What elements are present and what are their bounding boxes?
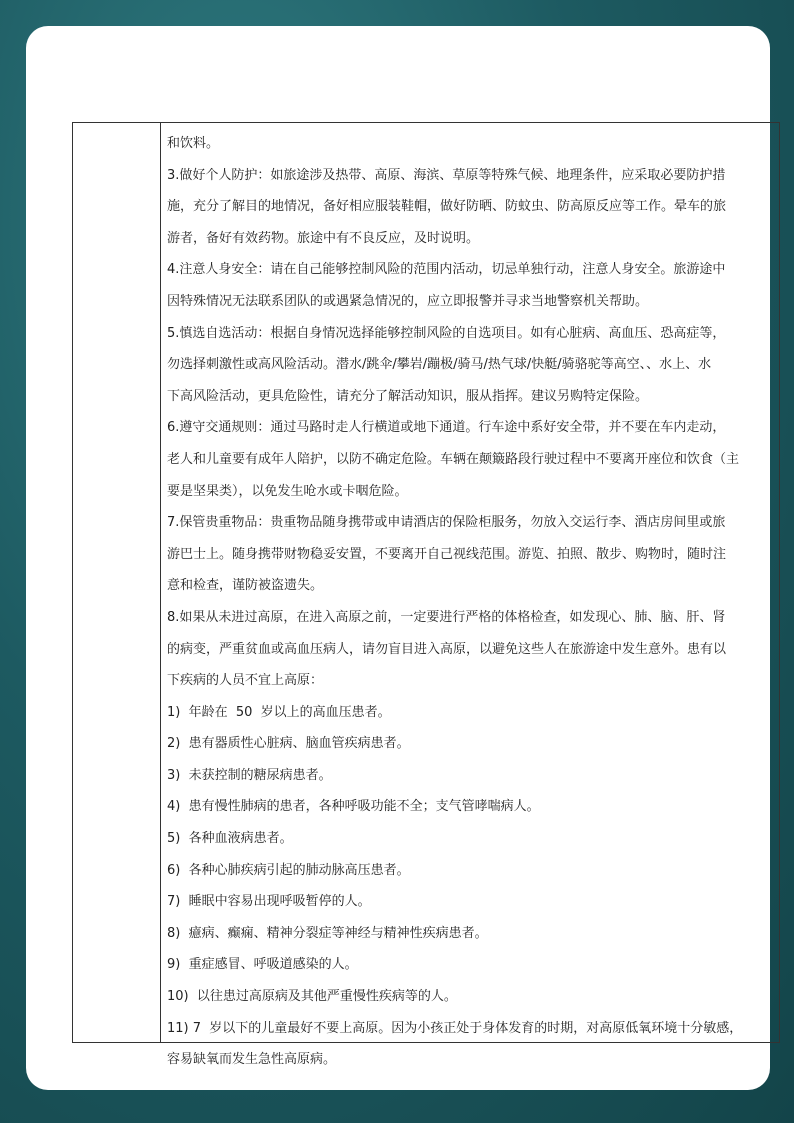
text-line: 施，充分了解目的地情况，备好相应服装鞋帽，做好防晒、防蚊虫、防高原反应等工作。晕车的旅 — [167, 199, 727, 215]
list-item: 9) 重症感冒、呼吸道感染的人。 — [167, 957, 358, 973]
table-left-column — [73, 123, 161, 1042]
page-card — [26, 26, 770, 1090]
text-line: 老人和儿童要有成年人陪护，以防不确定危险。车辆在颠簸路段行驶过程中不要离开座位和饮食（主 — [167, 451, 740, 467]
text-line: 8.如果从未进过高原，在进入高原之前，一定要进行严格的体格检查，如发现心、肺、脑、肝、肾 — [167, 609, 726, 625]
list-item: 6) 各种心肺疾病引起的肺动脉高压患者。 — [167, 862, 410, 878]
text-line: 下疾病的人员不宜上高原： — [167, 673, 324, 689]
text-line: 7.保管贵重物品：贵重物品随身携带或申请酒店的保险柜服务，勿放入交运行李、酒店房间里或旅 — [167, 515, 726, 531]
list-item: 10) 以往患过高原病及其他严重慢性疾病等的人。 — [167, 989, 457, 1005]
text-line: 5.慎选自选活动：根据自身情况选择能够控制风险的自选项目。如有心脏病、高血压、恐高症等， — [167, 325, 726, 341]
text-line: 容易缺氧而发生急性高原病。 — [167, 1052, 337, 1068]
list-item: 5) 各种血液病患者。 — [167, 831, 293, 847]
text-line: 游巴士上。随身携带财物稳妥安置，不要离开自己视线范围。游览、拍照、散步、购物时，随时注 — [167, 546, 727, 562]
list-item: 3) 未获控制的糖尿病患者。 — [167, 767, 332, 783]
table-content-cell — [167, 128, 773, 1076]
list-item: 8) 癔病、癫痫、精神分裂症等神经与精神性疾病患者。 — [167, 925, 488, 941]
list-item: 11) 7 岁以下的儿童最好不要上高原。因为小孩正处于身体发育的时期，对高原低氧环境十分敏感， — [167, 1020, 743, 1036]
text-line: 要是坚果类），以免发生呛水或卡咽危险。 — [167, 483, 408, 499]
text-line: 3.做好个人防护：如旅途涉及热带、高原、海滨、草原等特殊气候、地理条件，应采取必要防护措 — [167, 167, 726, 183]
text-line: 4.注意人身安全：请在自己能够控制风险的范围内活动，切忌单独行动，注意人身安全。旅游途中 — [167, 262, 726, 278]
text-line: 和饮料。 — [167, 136, 220, 151]
text-line: 游者，备好有效药物。旅途中有不良反应，及时说明。 — [167, 230, 480, 246]
text-line: 下高风险活动，更具危险性，请充分了解活动知识，服从指挥。建议另购特定保险。 — [167, 388, 649, 404]
text-line: 6.遵守交通规则：通过马路时走人行横道或地下通道。行车途中系好安全带，并不要在车内走动， — [167, 420, 726, 436]
text-line: 勿选择刺激性或高风险活动。潜水/跳伞/攀岩/蹦极/骑马/热气球/快艇/骑骆驼等高空、、水上、水 — [167, 357, 712, 373]
text-line: 意和检查，谨防被盗遗失。 — [167, 578, 324, 594]
content-table — [72, 122, 780, 1068]
list-item: 4) 患有慢性肺病的患者，各种呼吸功能不全；支气管哮喘病人。 — [167, 799, 540, 815]
list-item: 7) 睡眠中容易出现呼吸暂停的人。 — [167, 894, 371, 910]
text-line: 因特殊情况无法联系团队的或遇紧急情况的，应立即报警并寻求当地警察机关帮助。 — [167, 293, 649, 309]
text-line: 的病变，严重贫血或高血压病人，请勿盲目进入高原，以避免这些人在旅游途中发生意外。患有以 — [167, 641, 727, 657]
list-item: 2) 患有器质性心脏病、脑血管疾病患者。 — [167, 736, 410, 752]
list-item: 1) 年龄在 50 岁以上的高血压患者。 — [167, 704, 391, 720]
